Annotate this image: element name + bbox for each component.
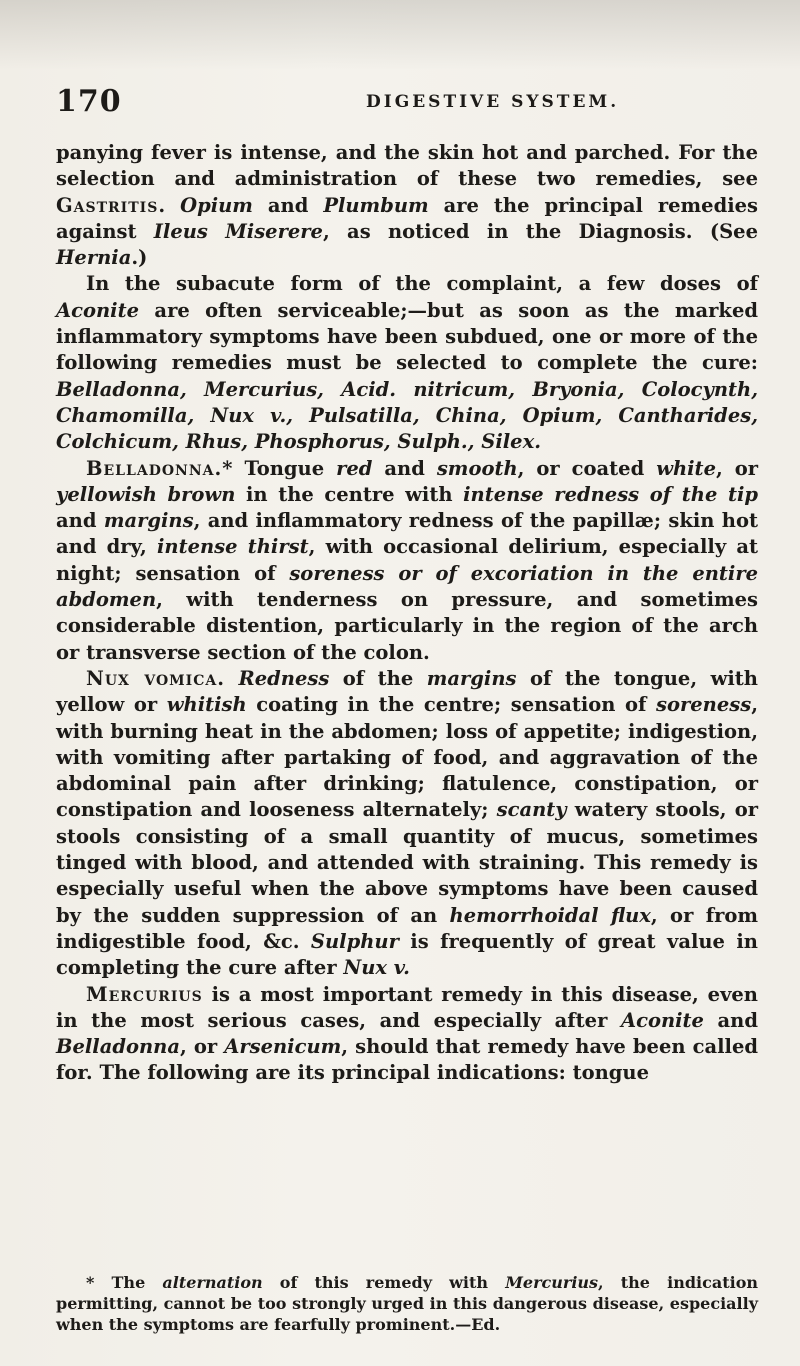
paragraph-nux-vomica: Nux vomica. Redness of the margins of the tongue, with yellow or whitish coating in the centre; sensation of soreness, with burning heat in the abdomen; loss of appetite; indigestion, with vomiting after partaking of food, and aggravation of the abdominal pain after drinking; flatulence, constipation, or constipation and looseness alternately; scanty watery stools, or stools consisting of a small quantity of mucus, sometimes tinged with blood, and attended with straining. This remedy is especially useful when the above symptoms have been caused by the sudden suppression of an hemorrhoidal flux, or from indigestible food, &c. Sulphur is frequently of great value in completing the cure after Nux v. <box>56 666 759 980</box>
remedy-name: Aconite <box>56 298 140 322</box>
paragraph-subacute-form: In the subacute form of the complaint, a few doses of Aconite are often serviceable;—but as soon as the marked inflammatory symptoms have been subdued, one or more of the following remedies must be selected to complete the cure: Belladonna, Mercurius, Acid. nitricum, Bryonia, Colocynth, Chamomilla, Nux v., Pulsatilla, China, Opium, Cantharides, Colchicum, Rhus, Phosphorus, Sulph., Silex. <box>56 272 758 454</box>
disease-name: Ileus Miserere <box>153 219 323 243</box>
footnote: * The alternation of this remedy with Mercurius, the indication permitting, cannot be too strongly urged in this dangerous disease, especially when the symptoms are fearfully prominent.—Ed. <box>56 1273 759 1334</box>
remedy-heading: Mercurius <box>86 982 203 1006</box>
remedy-name: Nux v. <box>343 956 410 980</box>
remedy-name: Plumbum <box>323 193 429 217</box>
paragraph-mercurius: Mercurius is a most important remedy in this disease, even in the most serious cases, and especially after Aconite and Belladonna, or Arsenicum, should that remedy have been called for. The following are its principal indications: tongue <box>56 982 758 1085</box>
remedy-name: Opium <box>180 193 253 217</box>
remedy-name: Aconite <box>620 1008 704 1032</box>
cross-reference: Hernia <box>56 246 132 270</box>
body-text <box>56 140 758 1087</box>
remedy-heading: Belladonna. <box>86 456 223 480</box>
remedy-name: Belladonna <box>56 1035 180 1059</box>
running-head: DIGESTIVE SYSTEM. <box>366 92 620 112</box>
scan-shadow <box>0 0 800 70</box>
remedy-name: Gastritis <box>56 193 159 217</box>
paragraph-ileus-remedies: panying fever is intense, and the skin hot and parched. For the selection and administration of these two remedies, see Gastritis. Opium and Plumbum are the principal remedies against Ileus Miserere, as noticed in the Diagnosis. (See Hernia.) <box>56 141 759 270</box>
remedy-name: Mercurius <box>505 1273 599 1292</box>
page-header <box>56 84 756 124</box>
remedy-name: Sulphur <box>310 929 399 953</box>
page-number: 170 <box>56 84 122 119</box>
remedy-name: Arsenicum <box>224 1035 342 1059</box>
paragraph-belladonna: Belladonna.* Tongue red and smooth, or coated white, or yellowish brown in the centre with intense redness of the tip and margins, and inflammatory redness of the papillæ; skin hot and dry, intense thirst, with occasional delirium, especially at night; sensation of soreness or of excoriation in the entire abdomen, with tenderness on pressure, and sometimes considerable distention, particularly in the region of the arch or transverse section of the colon. <box>56 456 759 664</box>
remedy-list: Belladonna, Mercurius, Acid. nitricum, Bryonia, Colocynth, Chamomilla, Nux v., Pulsatilla, China, Opium, Cantharides, Colchicum, Rhus, Phosphorus, Sulph., Silex. <box>56 377 758 454</box>
remedy-heading: Nux vomica. <box>86 666 226 690</box>
